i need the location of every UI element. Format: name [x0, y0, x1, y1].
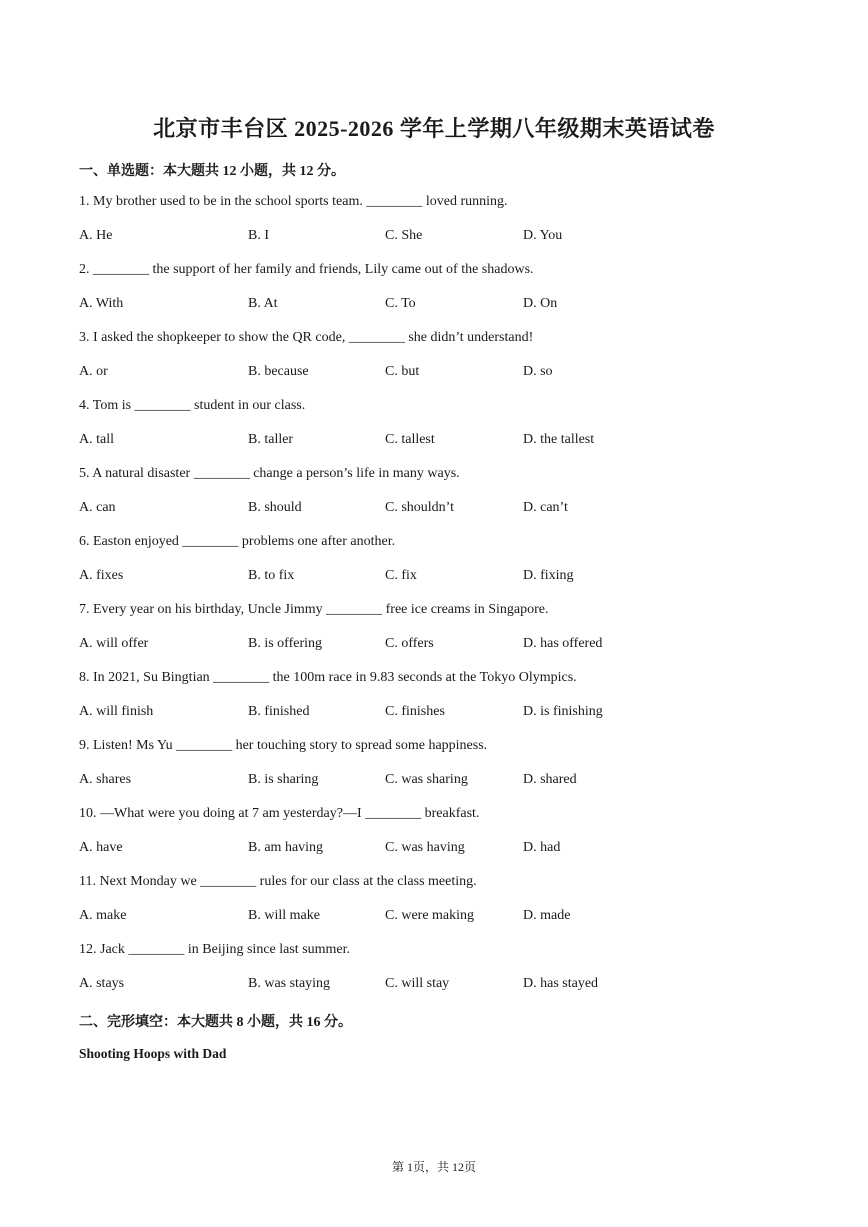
answer-options [79, 704, 799, 724]
option-a: A. shares [79, 772, 132, 787]
option-b: B. was staying [248, 976, 331, 991]
page-footer: 第 1页，共 12页 [391, 1160, 476, 1174]
option-a: A. make [79, 908, 127, 923]
option-d: D. has stayed [523, 976, 599, 991]
option-c: C. To [385, 296, 416, 311]
option-c: C. fix [385, 568, 417, 583]
option-b: B. taller [248, 432, 294, 447]
option-b: B. At [248, 296, 278, 311]
answer-options [79, 296, 799, 316]
option-b: B. should [248, 500, 302, 515]
answer-options [79, 636, 799, 656]
answer-options [79, 228, 799, 248]
option-c: C. will stay [385, 976, 450, 991]
option-c: C. was sharing [385, 772, 468, 787]
option-c: C. She [385, 228, 423, 243]
option-c: C. was having [385, 840, 465, 855]
option-a: A. can [79, 500, 116, 515]
question-stem: 5. A natural disaster ________ change a person’s life in many ways. [79, 466, 460, 481]
option-b: B. is offering [248, 636, 323, 651]
answer-options [79, 840, 799, 860]
option-b: B. is sharing [248, 772, 319, 787]
passage-title: Shooting Hoops with Dad [79, 1046, 227, 1061]
answer-options [79, 364, 799, 384]
answer-options [79, 500, 799, 520]
option-c: C. tallest [385, 432, 435, 447]
option-d: D. fixing [523, 568, 574, 583]
option-b: B. will make [248, 908, 320, 923]
option-c: C. were making [385, 908, 475, 923]
option-c: C. offers [385, 636, 434, 651]
option-a: A. stays [79, 976, 125, 991]
answer-options [79, 908, 799, 928]
option-a: A. With [79, 296, 124, 311]
option-b: B. because [248, 364, 309, 379]
option-d: D. so [523, 364, 553, 379]
answer-options [79, 772, 799, 792]
option-a: A. or [79, 364, 108, 379]
section-heading-single-choice: 一、单选题：本大题共 12 小题，共 12 分。 [79, 164, 345, 179]
section-heading-cloze: 二、完形填空：本大题共 8 小题，共 16 分。 [79, 1015, 352, 1030]
option-d: D. You [523, 228, 563, 243]
option-a: A. will finish [79, 704, 154, 719]
question-stem: 2. ________ the support of her family and friends, Lily came out of the shadows. [79, 262, 534, 277]
option-b: B. to fix [248, 568, 295, 583]
exam-title: 北京市丰台区 2025-2026 学年上学期八年级期末英语试卷 [153, 116, 715, 141]
option-b: B. finished [248, 704, 310, 719]
question-stem: 4. Tom is ________ student in our class. [79, 398, 306, 413]
option-d: D. the tallest [523, 432, 595, 447]
option-d: D. had [523, 840, 561, 855]
option-d: D. shared [523, 772, 577, 787]
answer-options [79, 432, 799, 452]
question-stem: 8. In 2021, Su Bingtian ________ the 100m race in 9.83 seconds at the Tokyo Olympics. [79, 670, 577, 685]
option-a: A. will offer [79, 636, 149, 651]
option-c: C. finishes [385, 704, 445, 719]
option-d: D. is finishing [523, 704, 603, 719]
question-stem: 7. Every year on his birthday, Uncle Jimmy ________ free ice creams in Singapore. [79, 602, 549, 617]
option-c: C. but [385, 364, 420, 379]
option-a: A. tall [79, 432, 114, 447]
question-stem: 1. My brother used to be in the school sports team. ________ loved running. [79, 194, 508, 209]
question-stem: 11. Next Monday we ________ rules for our class at the class meeting. [79, 874, 477, 889]
answer-options [79, 976, 799, 996]
question-stem: 3. I asked the shopkeeper to show the QR code, ________ she didn’t understand! [79, 330, 534, 345]
answer-options [79, 568, 799, 588]
option-a: A. fixes [79, 568, 124, 583]
question-stem: 10. —What were you doing at 7 am yesterday?—I ________ breakfast. [79, 806, 480, 821]
option-a: A. have [79, 840, 123, 855]
option-b: B. I [248, 228, 269, 243]
option-d: D. can’t [523, 500, 568, 515]
option-d: D. has offered [523, 636, 603, 651]
option-b: B. am having [248, 840, 324, 855]
question-stem: 12. Jack ________ in Beijing since last summer. [79, 942, 351, 957]
option-a: A. He [79, 228, 113, 243]
question-stem: 6. Easton enjoyed ________ problems one after another. [79, 534, 396, 549]
option-d: D. made [523, 908, 571, 923]
option-c: C. shouldn’t [385, 500, 454, 515]
option-d: D. On [523, 296, 558, 311]
question-stem: 9. Listen! Ms Yu ________ her touching story to spread some happiness. [79, 738, 488, 753]
